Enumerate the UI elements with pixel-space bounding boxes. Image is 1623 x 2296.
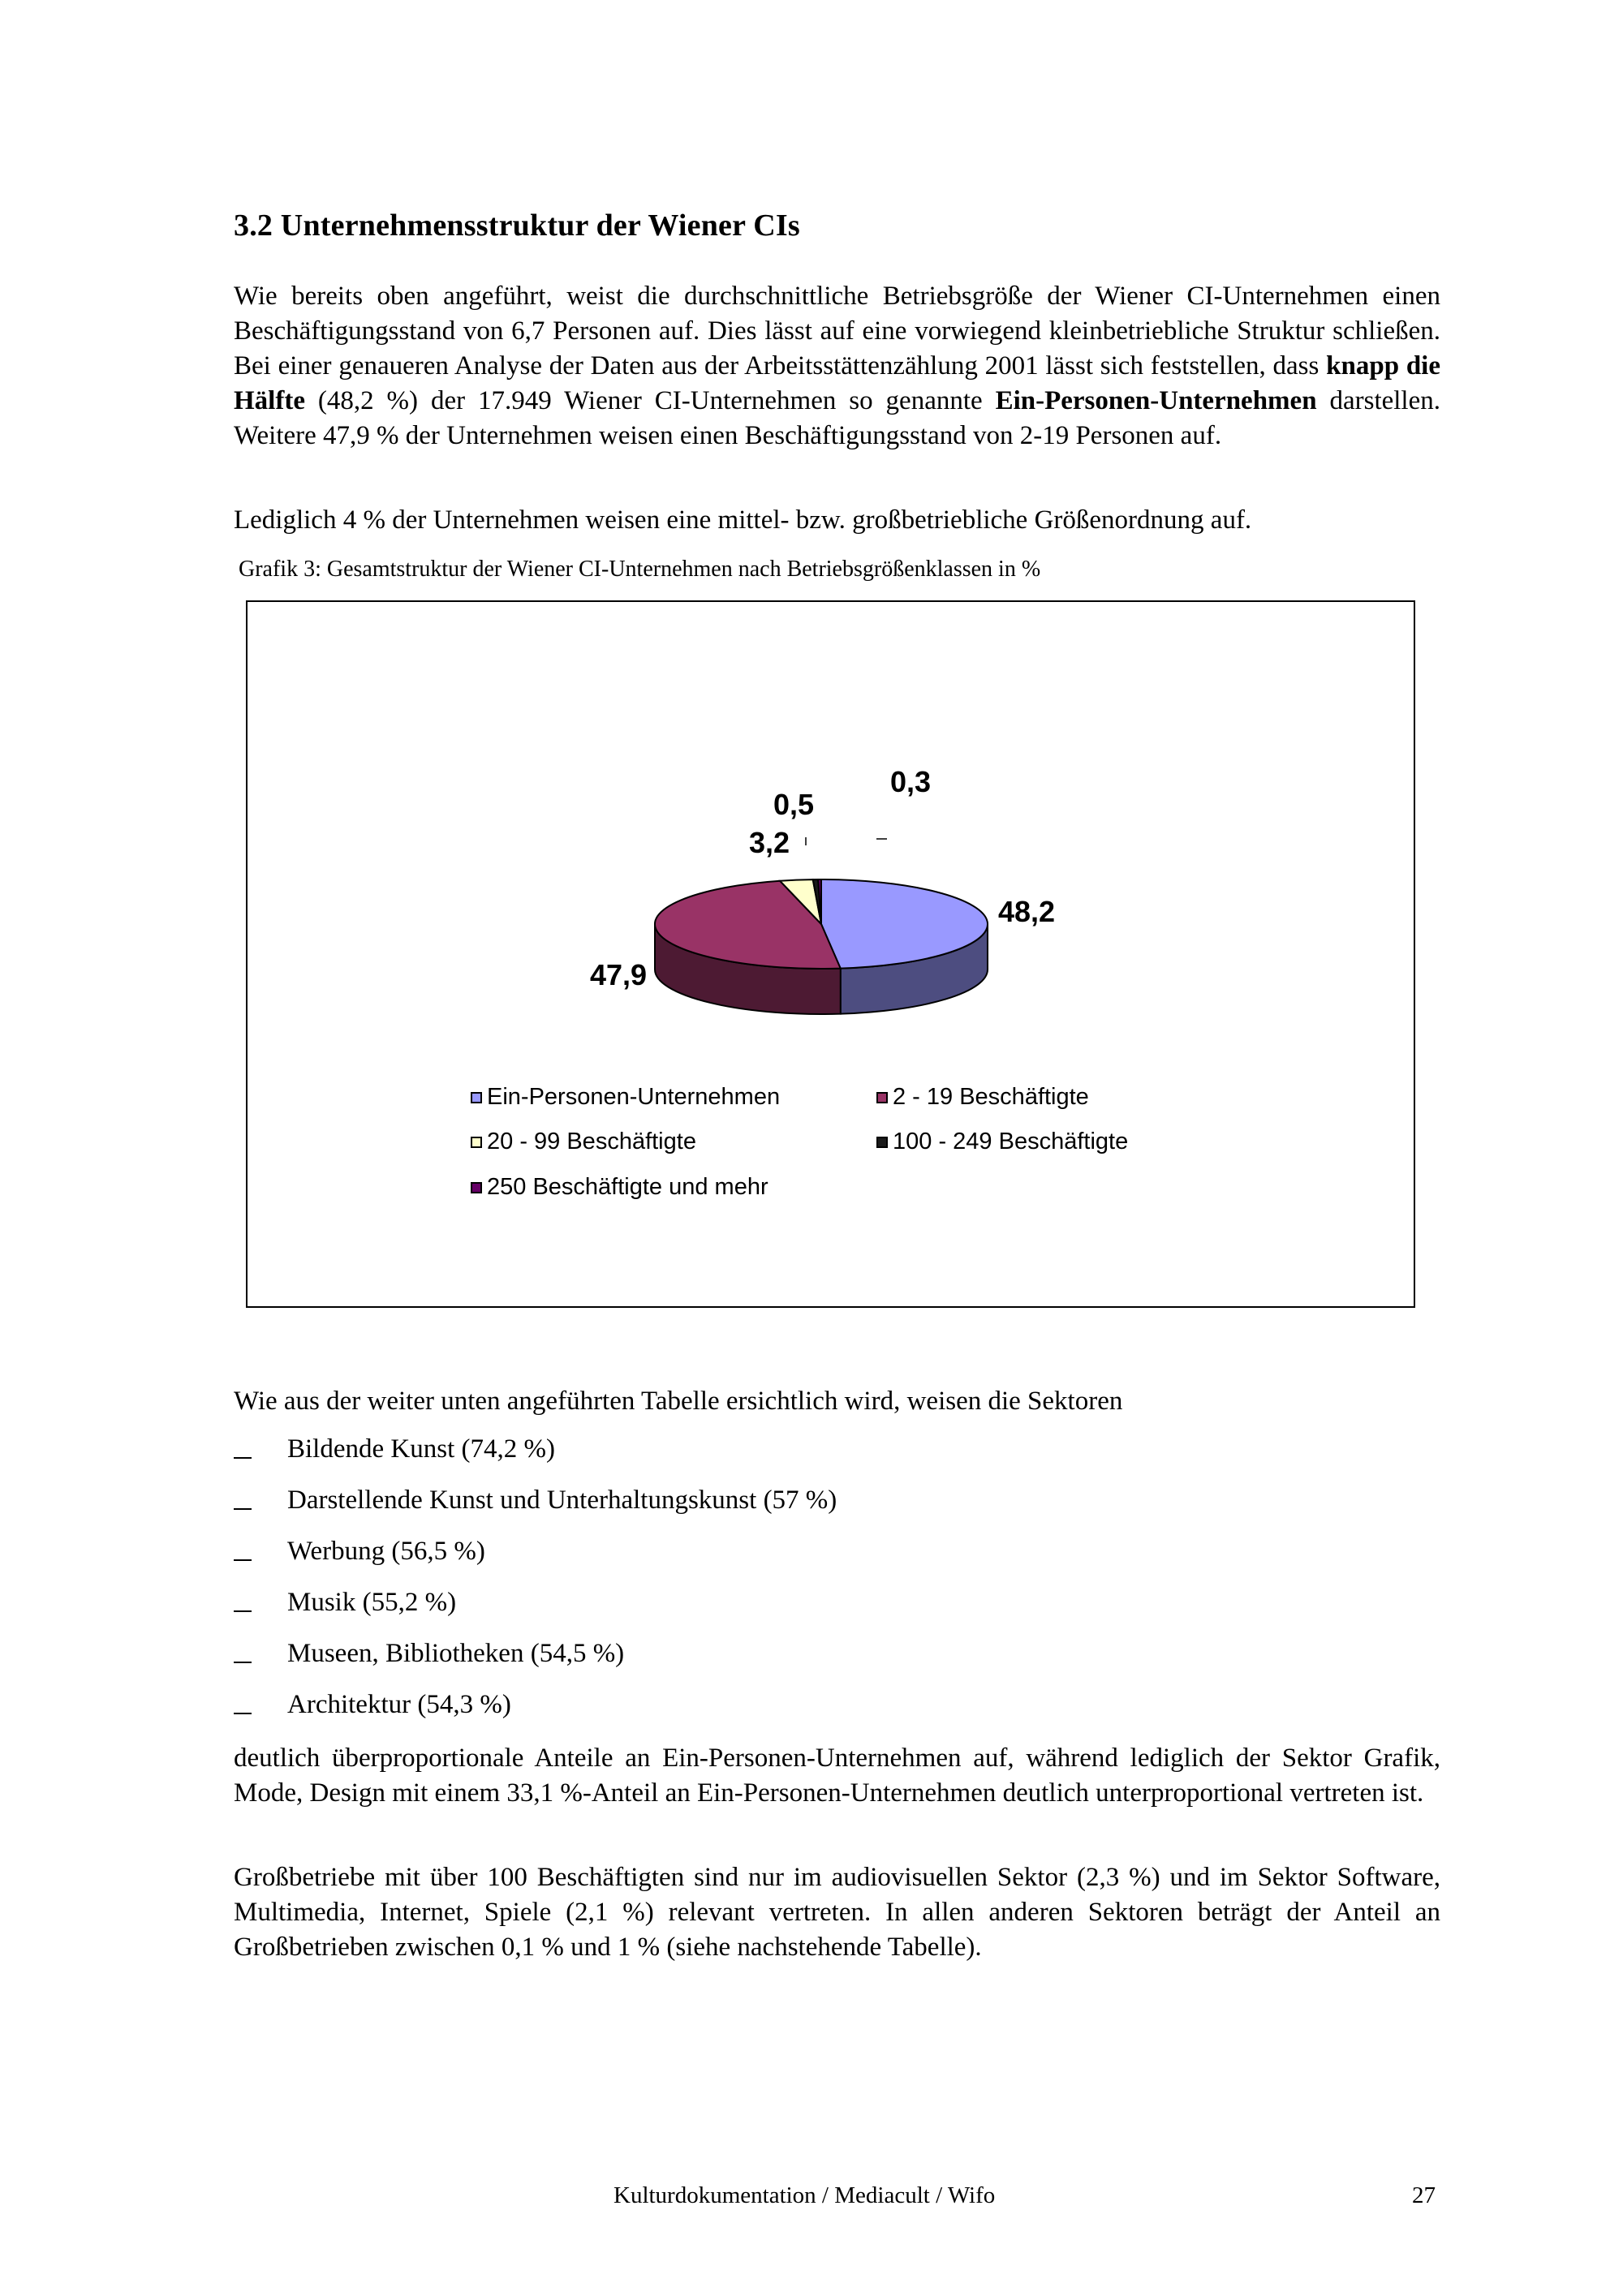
- legend-label: 100 - 249 Beschäftigte: [893, 1129, 1129, 1154]
- pie-data-label: 0,5: [773, 788, 815, 821]
- legend-item-20-99: [471, 1129, 696, 1155]
- legend-label: 2 - 19 Beschäftigte: [893, 1084, 1089, 1110]
- paragraph-sectors-intro: Wie aus der weiter unten angeführten Tabelle ersichtlich wird, weisen die Sektoren: [234, 1387, 1123, 1416]
- dash-bullet-icon: [234, 1713, 252, 1714]
- dash-bullet-icon: [234, 1559, 252, 1561]
- pie-data-label: 3,2: [749, 826, 790, 859]
- paragraph-summary: Lediglich 4 % der Unternehmen weisen eine mittel- bzw. großbetriebliche Größenordnung auf.: [234, 505, 1252, 535]
- paragraph-intro-part2: (48,2 %) der 17.949 Wiener CI-Unternehmen so genannte: [304, 386, 996, 415]
- paragraph-intro-part1: Wie bereits oben angeführt, weist die durchschnittliche Betriebsgröße der Wiener CI-Unternehmen einen Beschäftigungsstand von 6,7 Personen auf. Dies lässt auf eine vorwiegend kleinbetriebliche Struktur schließen. Bei einer genaueren Analyse der Daten aus der Arbeitsstättenzählung 2001 lässt sich feststellen, dass: [234, 282, 1440, 381]
- paragraph-overproportional: deutlich überproportionale Anteile an Ein-Personen-Unternehmen auf, während lediglich der Sektor Grafik, Mode, Design mit einem 33,1 %-Anteil an Ein-Personen-Unternehmen deutlich unterproportional vertreten ist.: [234, 1743, 1440, 1808]
- dash-bullet-icon: [234, 1662, 252, 1663]
- legend-item-100-249: [876, 1129, 1128, 1155]
- dash-bullet-icon: [234, 1508, 252, 1510]
- page-number: 27: [1412, 2182, 1436, 2208]
- chart-caption: Grafik 3: Gesamtstruktur der Wiener CI-Unternehmen nach Betriebsgrößenklassen in %: [239, 557, 1041, 582]
- legend-item-epu: [471, 1084, 780, 1111]
- legend-item-2-19: [876, 1084, 1089, 1111]
- legend-swatch: [471, 1137, 482, 1148]
- dash-bullet-icon: [234, 1457, 252, 1459]
- page-footer: Kulturdokumentation / Mediacult / Wifo: [613, 2182, 996, 2208]
- legend-label: Ein-Personen-Unternehmen: [487, 1084, 781, 1110]
- pie-data-label: 48,2: [998, 895, 1056, 928]
- pie-data-label: 47,9: [590, 958, 648, 991]
- paragraph-intro: [234, 279, 1440, 454]
- legend-item-250-plus: [471, 1174, 768, 1201]
- legend-swatch: [471, 1182, 482, 1193]
- chart-frame: [246, 600, 1415, 1308]
- legend-swatch: [876, 1137, 888, 1148]
- pie-chart: [248, 602, 1414, 1306]
- legend-label: 20 - 99 Beschäftigte: [487, 1129, 696, 1154]
- paragraph-intro-bold-epu: Ein-Personen-Unternehmen: [995, 386, 1317, 415]
- section-heading: 3.2 Unternehmensstruktur der Wiener CIs: [234, 209, 800, 243]
- paragraph-intro-bold-half: knapp die Hälfte: [234, 351, 1440, 415]
- legend-swatch: [471, 1092, 482, 1103]
- legend-label: 250 Beschäftigte und mehr: [487, 1174, 768, 1200]
- pie-data-label: 0,3: [890, 765, 932, 798]
- dash-bullet-icon: [234, 1610, 252, 1612]
- legend-swatch: [876, 1092, 888, 1103]
- paragraph-large-companies: Großbetriebe mit über 100 Beschäftigten sind nur im audiovisuellen Sektor (2,3 %) und im Sektor Software, Multimedia, Internet, Spiele (2,1 %) relevant vertreten. In allen anderen Sektoren beträgt der Anteil an Großbetrieben zwischen 0,1 % und 1 % (siehe nachstehende Tabelle).: [234, 1863, 1440, 1962]
- paragraph-intro-part3: darstellen. Weitere 47,9 % der Unternehmen weisen einen Beschäftigungsstand von 2-19 Personen auf.: [234, 386, 1440, 450]
